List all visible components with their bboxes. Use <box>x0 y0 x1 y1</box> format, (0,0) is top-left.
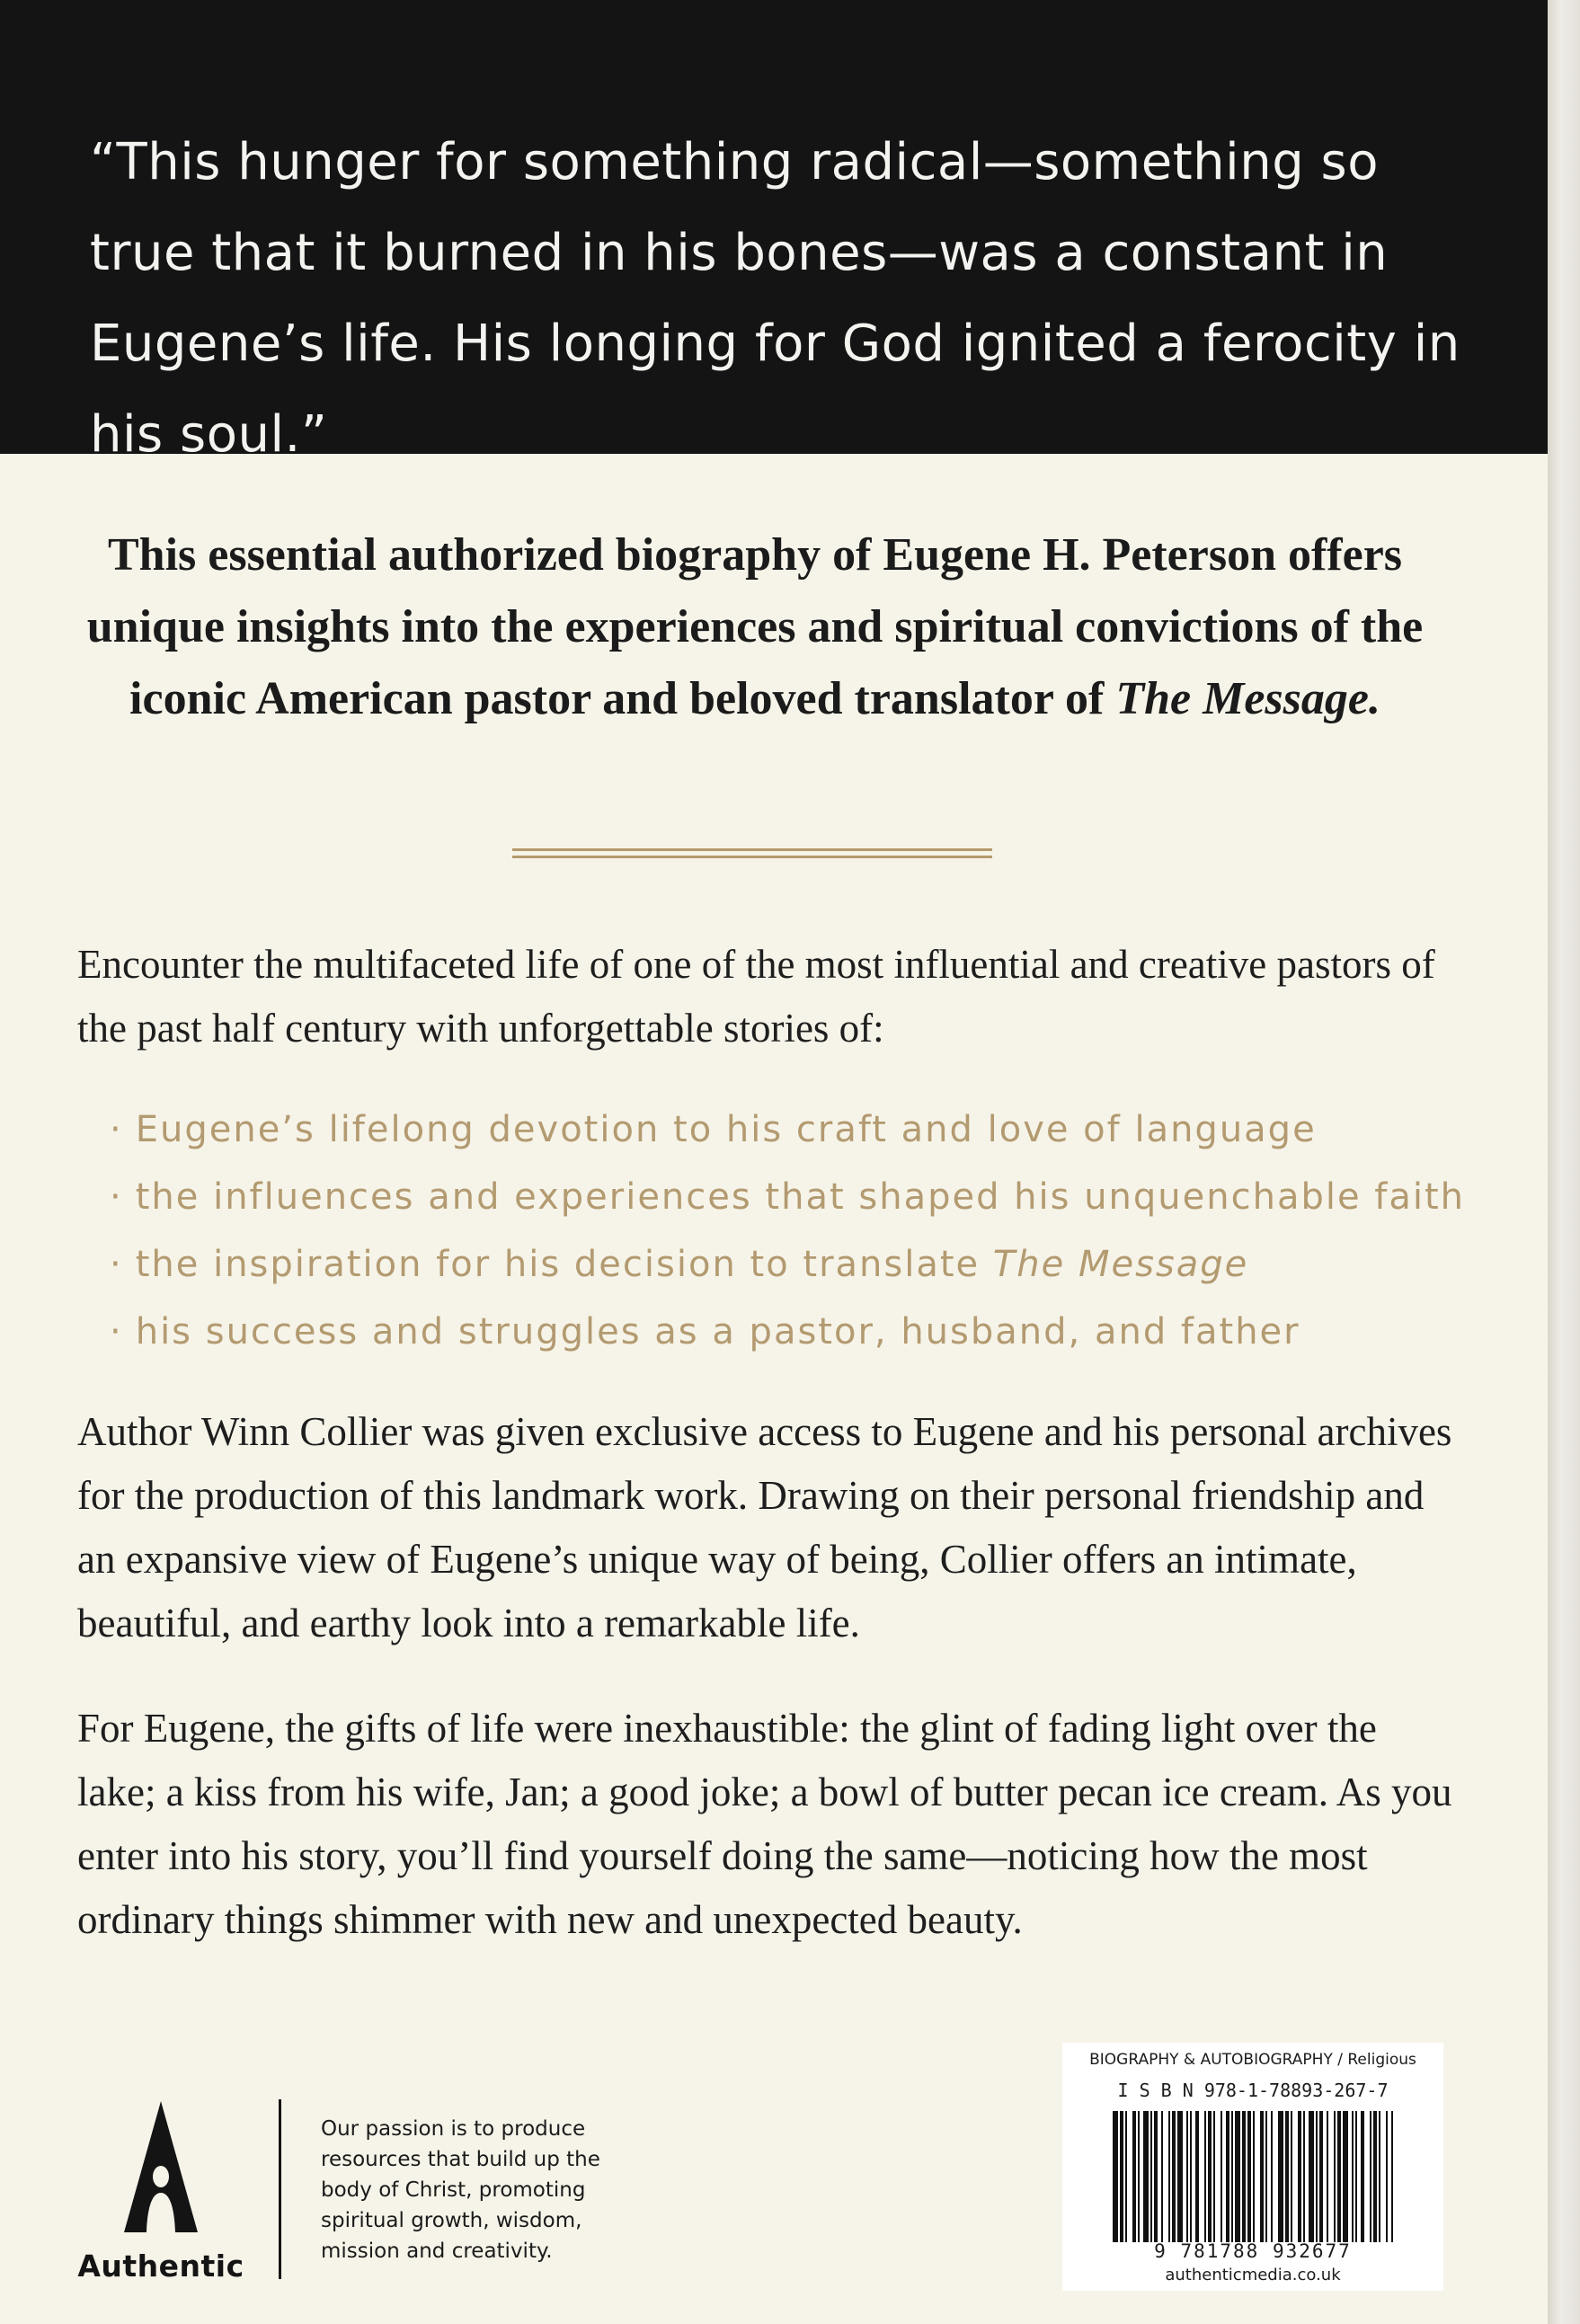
bullet-item <box>110 1096 1458 1164</box>
bullet-text: the inspiration for his decision to translate <box>135 1244 993 1285</box>
gold-divider <box>512 848 992 859</box>
bullet-item <box>110 1231 1458 1299</box>
bullet-dot-icon: · <box>110 1311 123 1353</box>
publisher-mission: Our passion is to produce resources that build up the body of Christ, promoting spiritual growth, wisdom, mission and creativity. <box>321 2117 600 2263</box>
author-paragraph: Author Winn Collier was given exclusive access to Eugene and his personal archives for the production of this landmark work. Drawing on their personal friendship and an expansive view of Eugene’s unique way of being, Collier offers an intimate, beautiful, and earthy look into a remarkable life. <box>77 1409 1452 1645</box>
barcode-digits: 9 781788 932677 <box>1154 2240 1352 2262</box>
bullet-dot-icon: · <box>110 1176 123 1218</box>
bullet-item <box>110 1299 1458 1366</box>
bullet-dot-icon: · <box>110 1109 123 1150</box>
logo-divider <box>279 2099 281 2279</box>
authentic-a-icon <box>120 2099 201 2234</box>
barcode-image <box>1113 2111 1393 2242</box>
quote-band <box>0 0 1548 464</box>
publisher-website: authenticmedia.co.uk <box>1165 2266 1341 2284</box>
barcode-panel <box>1062 2043 1443 2291</box>
divider-line-top <box>512 848 992 851</box>
spine-edge <box>1548 0 1580 2324</box>
divider-line-bottom <box>512 856 992 858</box>
bullet-text: Eugene’s lifelong devotion to his craft and love of language <box>135 1109 1317 1150</box>
bullet-text: the influences and experiences that shaped his unquenchable faith <box>135 1176 1466 1218</box>
story-bullet-list <box>110 1096 1466 1366</box>
bullet-italic: The Message <box>992 1244 1249 1285</box>
bullet-text: his success and struggles as a pastor, husband, and father <box>135 1311 1300 1353</box>
bullet-dot-icon: · <box>110 1244 123 1285</box>
publisher-logo <box>75 2099 246 2284</box>
encounter-paragraph: Encounter the multifaceted life of one of the most influential and creative pastors of the past half century with unforgettable stories of: <box>77 942 1435 1051</box>
intro-book-title: The Message. <box>1115 673 1380 724</box>
book-category: BIOGRAPHY & AUTOBIOGRAPHY / Religious <box>1089 2051 1416 2069</box>
intro-summary <box>54 519 1456 735</box>
bullet-item <box>110 1164 1466 1231</box>
pull-quote: “This hunger for something radical—something so true that it burned in his bones—was a constant in Eugene’s life. His longing for God ignited a ferocity in his soul.” <box>90 133 1460 464</box>
publisher-name: Authentic <box>77 2249 244 2284</box>
isbn-number: I S B N 978-1-78893-267-7 <box>1117 2080 1389 2101</box>
gifts-paragraph: For Eugene, the gifts of life were inexhaustible: the glint of fading light over the lake; a kiss from his wife, Jan; a good joke; a bowl of butter pecan ice cream. As you enter into his story, you’ll find yourself doing the same—noticing how the most ordinary things shimmer with new and unexpected beauty. <box>77 1706 1452 1942</box>
intro-text: This essential authorized biography of Eugene H. Peterson offers unique insights into the experiences and spiritual convictions of the iconic American pastor and beloved translator of <box>86 529 1424 724</box>
